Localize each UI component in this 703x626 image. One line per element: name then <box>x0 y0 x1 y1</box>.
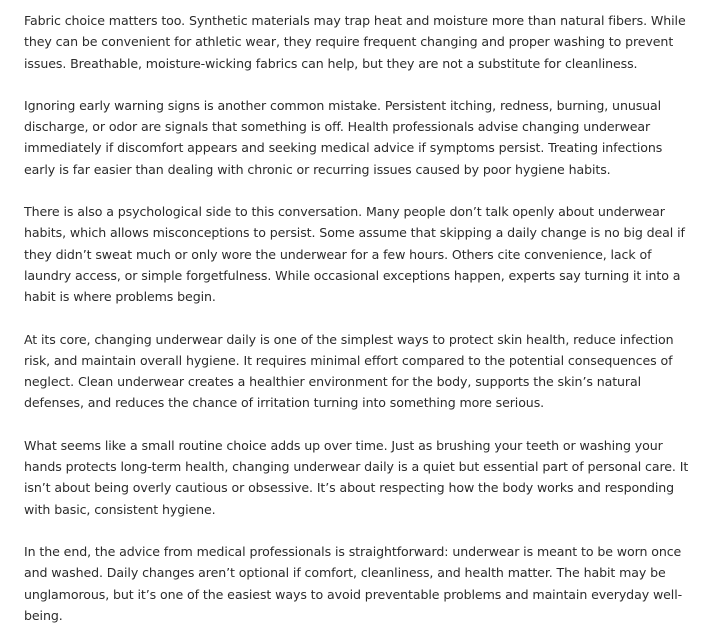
paragraph-fabric-choice: Fabric choice matters too. Synthetic materials may trap heat and moisture more than natural fibers. While they can be convenient for athletic wear, they require frequent changing and proper washing to prevent issues. Breathable, moisture-wicking fabrics can help, but they are not a substitute for cleanliness. <box>24 13 686 71</box>
paragraph-conclusion: In the end, the advice from medical professionals is straightforward: underwear is meant to be worn once and washed. Daily changes aren’t optional if comfort, cleanliness, and health matter. The habit may be unglamorous, but it’s one of the easiest ways to avoid preventable problems and maintain everyday well-being. <box>24 543 683 623</box>
paragraph-warning-signs: Ignoring early warning signs is another common mistake. Persistent itching, redness, burning, unusual discharge, or odor are signals that something is off. Health professionals advise changing underwear immediately if discomfort appears and seeking medical advice if symptoms persist. Treating infections early is far easier than dealing with chronic or recurring issues caused by poor hygiene habits. <box>24 97 663 177</box>
paragraph-psychological-side: There is also a psychological side to this conversation. Many people don’t talk openly about underwear habits, which allows misconceptions to persist. Some assume that skipping a daily change is no big deal if they didn’t sweat much or only wore the underwear for a few hours. Others cite convenience, lack of laundry access, or simple forgetfulness. While occasional exceptions happen, experts say turning it into a habit is where problems begin. <box>24 204 685 305</box>
paragraph-core-benefits: At its core, changing underwear daily is one of the simplest ways to protect skin health, reduce infection risk, and maintain overall hygiene. It requires minimal effort compared to the potential consequences of neglect. Clean underwear creates a healthier environment for the body, supports the skin’s natural defenses, and reduces the chance of irritation turning into something more serious. <box>24 331 674 411</box>
paragraph-routine-choice: What seems like a small routine choice adds up over time. Just as brushing your teeth or washing your hands protects long-term health, changing underwear daily is a quiet but essential part of personal care. It isn’t about being overly cautious or obsessive. It’s about respecting how the body works and responding with basic, consistent hygiene. <box>24 437 689 517</box>
